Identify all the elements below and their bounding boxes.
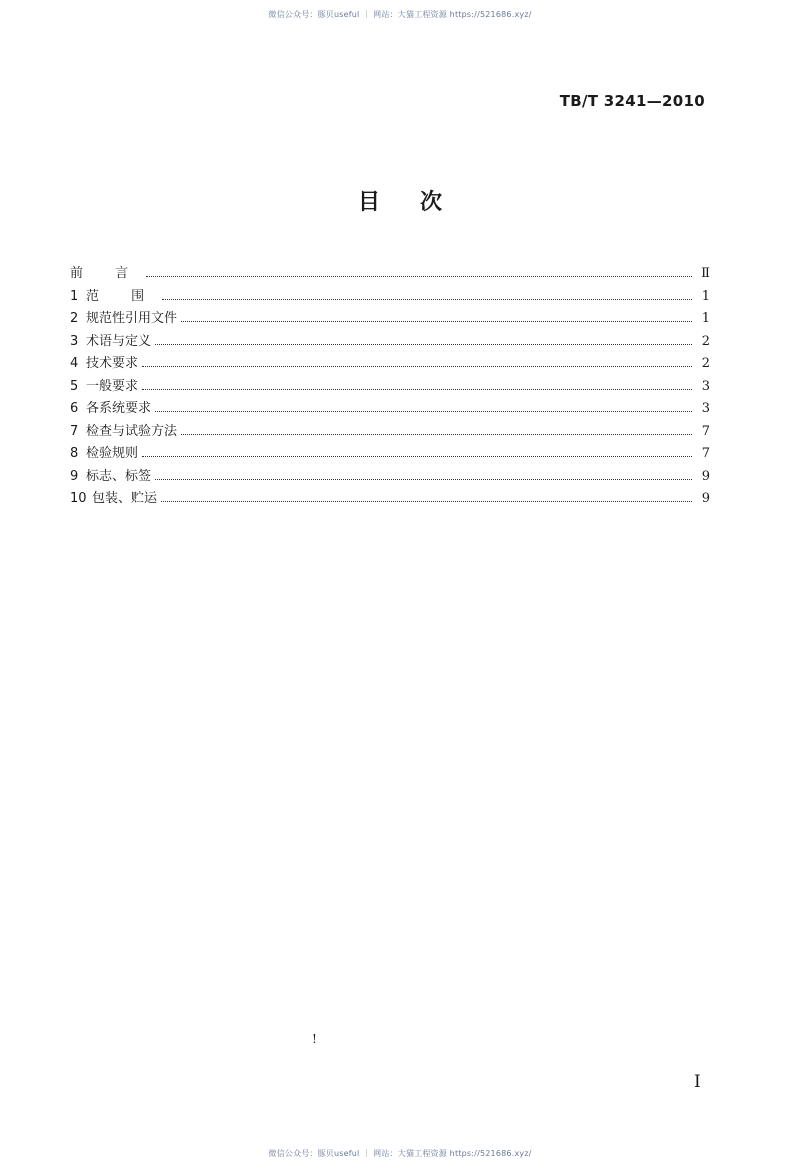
toc-entry-system-requirements[interactable] [70, 397, 710, 420]
toc-entry-page: 1 [701, 288, 710, 304]
toc-entry-label: 前 言 [70, 266, 143, 281]
toc-entry-label: 术语与定义 [86, 333, 152, 349]
document-code: TB/T 3241—2010 [559, 92, 705, 110]
toc-entry-terms-definitions[interactable] [70, 330, 710, 353]
toc-entry-marking-labels[interactable] [70, 465, 710, 488]
toc-entry-number: 9 [70, 468, 79, 484]
toc-leader-dots [155, 478, 692, 480]
stray-mark: ! [312, 1032, 317, 1046]
toc-leader-dots [181, 433, 692, 435]
toc-entry-label: 规范性引用文件 [86, 311, 178, 326]
toc-entry-label: 检查与试验方法 [86, 423, 178, 439]
toc-leader-dots [146, 275, 692, 277]
toc-entry-page: Ⅱ [701, 266, 710, 281]
toc-entry-page: 9 [701, 468, 710, 484]
toc-entry-number: 2 [70, 311, 79, 326]
toc-leader-dots [155, 410, 692, 412]
toc-entry-number: 5 [70, 378, 79, 394]
toc-entry-number: 1 [70, 288, 79, 304]
toc-entry-label: 一般要求 [86, 378, 139, 394]
toc-entry-number: 3 [70, 333, 79, 349]
toc-entry-page: 1 [701, 311, 710, 326]
toc-entry-page: 7 [701, 423, 710, 439]
toc-entry-test-methods[interactable] [70, 420, 710, 443]
toc-entry-label: 检验规则 [86, 446, 139, 461]
toc-entry-inspection-rules[interactable] [70, 442, 710, 465]
toc-entry-page: 2 [701, 333, 710, 349]
toc-entry-page: 3 [701, 401, 710, 416]
toc-entry-label: 包装、贮运 [92, 491, 158, 506]
toc-leader-dots [181, 320, 692, 322]
toc-entry-number: 7 [70, 423, 79, 439]
toc-entry-number: 6 [70, 401, 79, 416]
table-of-contents [70, 262, 710, 510]
toc-leader-dots [162, 298, 692, 300]
toc-entry-label: 标志、标签 [86, 468, 152, 484]
toc-title: 目次 [357, 190, 482, 215]
toc-entry-page: 2 [701, 356, 710, 371]
toc-entry-number: 8 [70, 446, 79, 461]
toc-entry-page: 3 [701, 378, 710, 394]
toc-entry-label: 各系统要求 [86, 401, 152, 416]
toc-entry-technical-requirements[interactable] [70, 352, 710, 375]
toc-entry-page: 7 [701, 446, 710, 461]
toc-entry-number: 10 [70, 491, 87, 506]
watermark-bottom: 微信公众号：豚贝useful ｜ 网站：大猫工程资源 https://521686.xyz/ [268, 1149, 532, 1158]
toc-entry-normative-references[interactable] [70, 307, 710, 330]
toc-entry-number: 4 [70, 356, 79, 371]
watermark-top: 微信公众号：豚贝useful ｜ 网站：大猫工程资源 https://521686.xyz/ [268, 10, 532, 19]
page-number: I [694, 1072, 701, 1092]
toc-leader-dots [142, 365, 692, 367]
toc-leader-dots [155, 343, 692, 345]
toc-leader-dots [142, 455, 692, 457]
toc-leader-dots [161, 500, 692, 502]
toc-entry-label: 范 围 [86, 288, 159, 304]
toc-entry-page: 9 [701, 491, 710, 506]
toc-entry-scope[interactable] [70, 285, 710, 308]
toc-leader-dots [142, 388, 692, 390]
toc-entry-foreword[interactable] [70, 262, 710, 285]
toc-entry-label: 技术要求 [86, 356, 139, 371]
toc-entry-packaging-storage[interactable] [70, 487, 710, 510]
toc-entry-general-requirements[interactable] [70, 375, 710, 398]
